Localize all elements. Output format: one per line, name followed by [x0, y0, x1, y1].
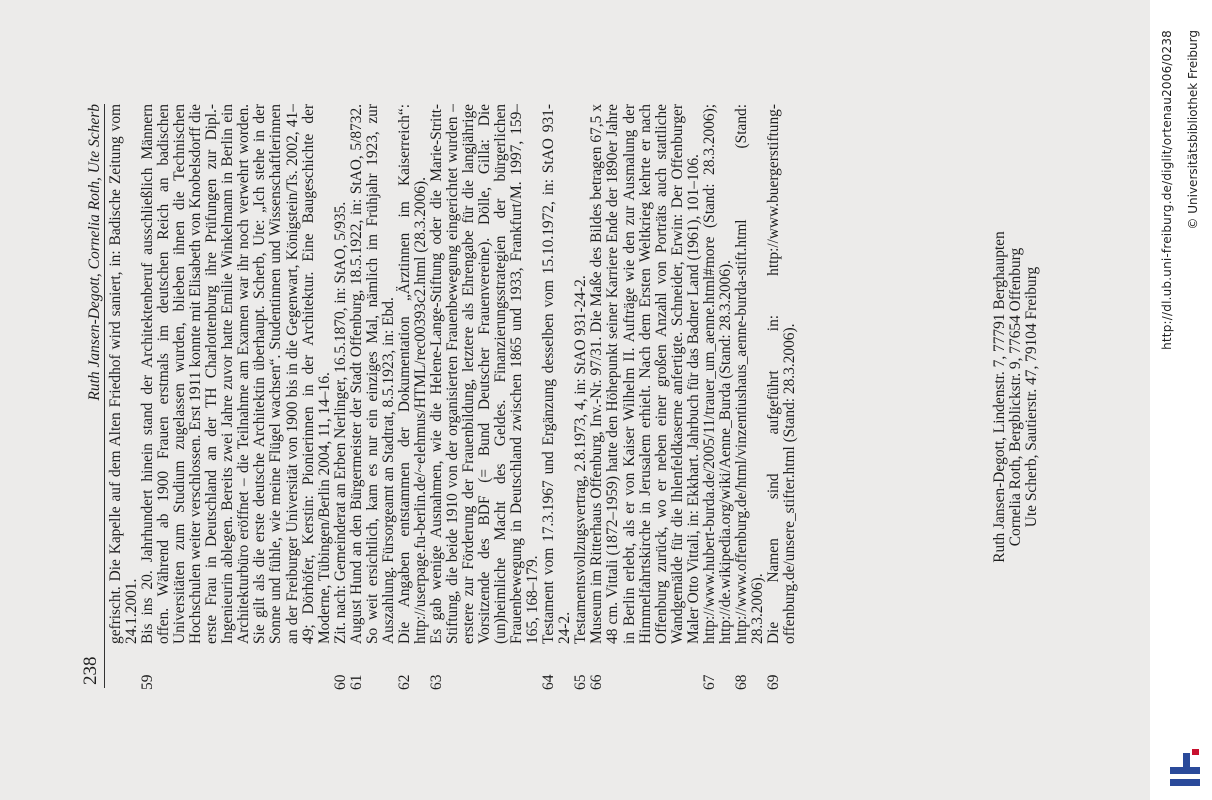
footnote-text: Es gab wenige Ausnahmen, wie die Helene-Lange-Stiftung oder die Marie-Stritt-Stiftung, die beide 1910 von der organisierten Frauenbewegung eingerichtet wurden – erstere zur Förderung der Frauenbildung, letztere als Ehrengabe für die langjährige Vorsitzende des BDF (= Bund Deutscher Frauenvereine). Dölle, Gilla: Die (un)heimliche Macht des Geldes. Finanzierungsstrategien der bürgerlichen Frauenbewegung in Deutschland zwischen 1865 und 1933, Frankfurt/M. 1997, 159–165, 168–179.: [427, 104, 542, 644]
footnote-text: Bis ins 20. Jahrhundert hinein stand der Architektenberuf ausschließlich Männern offen. Während ab 1900 Frauen erstmals im deutschen Reich an badischen Universitäten zum Studium zugelassen wurden, blieben ihnen die Technischen Hochschulen weiter verschlossen. Erst 1911 konnte mit Elisabeth von Knobelsdorff die erste Frau in Deutschland an der TH Charlottenburg ihre Prüfungen zur Dipl.-Ingenieurin ablegen. Bereits zwei Jahre zuvor hatte Emilie Winkelmann in Berlin ein Architekturbüro eröffnet – die Teilnahme am Examen war ihr noch verwehrt worden. Sie gilt als die erste deutsche Architektin überhaupt. Scherb, Ute: „Ich stehe in der Sonne und fühle, wie meine Flügel wachsen“. Studentinnen und Wissenschaftlerinnen an der Freiburger Universität von 1900 bis in die Gegenwart, Königstein/Ts. 2002, 41–49; Dörhöfer, Kerstin: Pionierinnen in der Architektur. Eine Baugeschichte der Moderne, Tübingen/Berlin 2004, 11, 14–16.: [139, 104, 333, 644]
footnote-text: gefrischt. Die Kapelle auf dem Alten Friedhof wird saniert, in: Badische Zeitung vom 24.1.2001.: [107, 104, 141, 644]
side-margin-text: [1150, 0, 1212, 800]
footnote-number: 64: [540, 674, 558, 690]
footnote: [541, 104, 573, 690]
footnote-text: http://www.hubert-burda.de/2005/11/trauer_um_aenne.html#more (Stand: 28.3.2006); http://de.wikipedia.org/wiki/Aenne_Burda (Stand: 28.3.2006).: [700, 104, 734, 644]
footnote-text: Museum im Ritterhaus Offenburg, Inv.-Nr. 97/31. Die Maße des Bildes betragen 67,5 x 48 cm. Vittali (1872–1959) hatte den Höhepunkt seiner Karriere Ende der 1890er Jahre in Berlin erlebt, als er von Kaiser Wilhelm II. Aufträge wie den zur Ausmalung der Himmelfahrtskirche in Jerusalem erhielt. Nach dem Ersten Weltkrieg kehrte er nach Offenburg zurück, wo er neben einer großen Anzahl von Porträts auch stattliche Wandgemälde für die Ihlenfeldkaserne anfertigte. Schneider, Erwin: Der Offenburger Maler Otto Vittali, in: Ekkhart. Jahrbuch für das Badner Land (1961), 101–106.: [588, 104, 702, 644]
footnote: [734, 104, 766, 690]
footnote-text: Zit. nach: Gemeinderat an Erben Nerlinger, 16.5.1870, in: StAO, 5/935.: [331, 201, 349, 644]
footnote-text: August Hund an den Bürgermeister der Stadt Offenburg, 18.5.1922, in: StAO, 5/8732. So weit ersichtlich, kam es nur ein einziges Mal, nämlich im Frühjahr 1923, zur Auszahlung. Fürsorgeamt an Stadtrat, 8.5.1923, in: Ebd.: [347, 104, 397, 644]
footnote: [573, 104, 589, 690]
footnote-number: 61: [347, 674, 365, 690]
footnote: [333, 104, 349, 690]
footnote: [349, 104, 397, 690]
address-line: Ute Scherb, Sautierstr. 47, 79104 Freiburg: [1023, 266, 1041, 528]
footnote: [108, 104, 140, 690]
footnote-text: http://www.offenburg.de/html/vinzentiushaus_aenne-burda-stift.html (Stand: 28.3.2006).: [732, 104, 766, 644]
library-logo-icon: [1164, 745, 1208, 793]
author-addresses: [992, 104, 1040, 690]
address-line: Ruth Jansen-Degott, Lindenstr. 7, 77791 Berghaupten: [991, 231, 1008, 563]
side-margin: [1150, 0, 1212, 800]
footnote-number: 67: [700, 674, 718, 690]
footnote-number: 59: [139, 674, 157, 690]
footnote-number: 60: [331, 674, 349, 690]
header-rule: [104, 104, 105, 688]
footnote: [702, 104, 734, 690]
footnotes: [108, 104, 798, 690]
footnote-number: 66: [588, 674, 606, 690]
footnote: [766, 104, 798, 690]
footnote-text: Testamentsvollzugsvertrag, 2.8.1973, 4, in: StAO 931-24-2.: [572, 275, 590, 644]
footnote: [589, 104, 701, 690]
footnote-number: 63: [427, 674, 445, 690]
address-line: Cornelia Roth, Bergblickstr. 9, 77654 Offenburg: [1007, 247, 1025, 547]
logo-bar: [1192, 749, 1199, 755]
logo-bar: [1170, 779, 1200, 786]
footnote-text: Testament vom 17.3.1967 und Ergänzung desselben vom 15.10.1972, in: StAO 931-24-2.: [540, 104, 574, 644]
footnote-text: Die Namen sind aufgeführt in: http://www.buergerstiftung-offenburg.de/unsere_stifter.html (Stand: 28.3.2006).: [764, 104, 798, 644]
permalink-url[interactable]: http://dl.ub.uni-freiburg.de/diglit/ortenau2006/0238: [1160, 30, 1174, 350]
footnote-number: 65: [572, 674, 590, 690]
logo-bar: [1183, 753, 1190, 771]
running-head: Ruth Jansen-Degott, Cornelia Roth, Ute Scherb: [86, 104, 103, 401]
footnote: [397, 104, 429, 690]
page-number: 238: [80, 656, 101, 685]
footnote-number: 69: [764, 674, 782, 690]
footnote-number: 68: [732, 674, 750, 690]
copyright-notice: © Universitätsbibliothek Freiburg: [1186, 30, 1200, 230]
footnote: [140, 104, 333, 690]
footnote-number: 62: [395, 674, 413, 690]
footnote: [429, 104, 541, 690]
footnote-text: Die Angaben entstammen der Dokumentation „Ärztinnen im Kaiserreich“: http://userpage.fu-berlin.de/~elehmus/HTML/rec00393c2.html (28.3.2006).: [395, 104, 429, 644]
